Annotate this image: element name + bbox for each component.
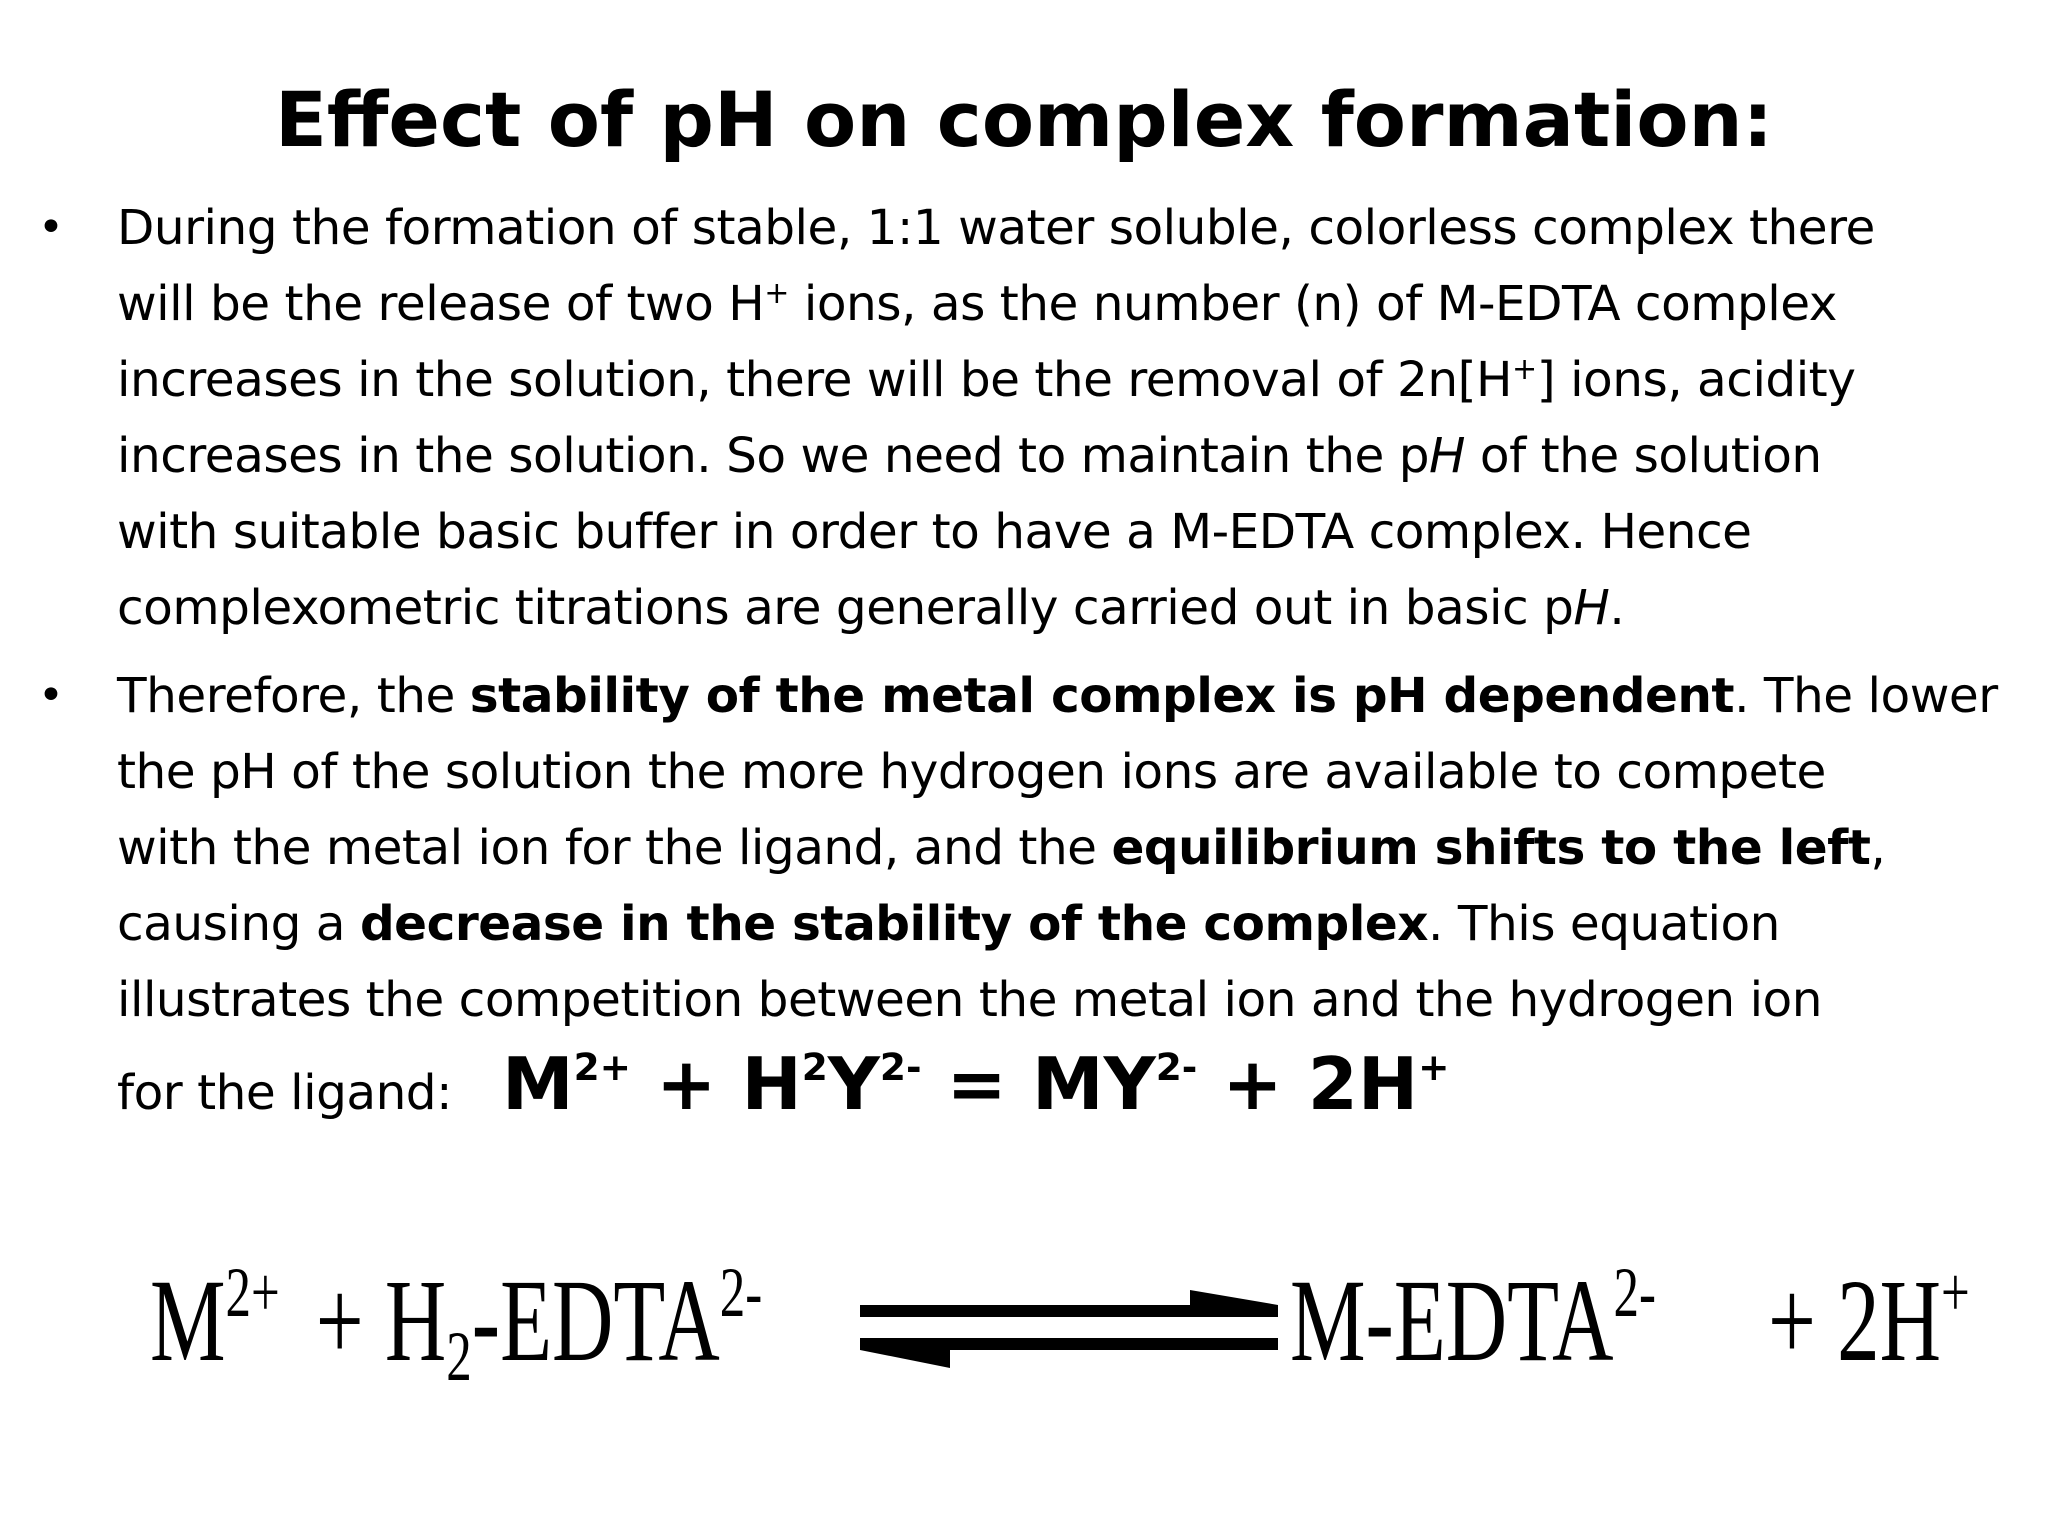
text-line: Therefore, the stability of the metal complex is pH dependent. The lower xyxy=(117,668,1998,724)
text-line: with suitable basic buffer in order to have a M-EDTA complex. Hence xyxy=(117,504,1752,560)
product-complex: $M-EDTA^{2-}$ xyxy=(1290,1254,1657,1386)
inline-equation: $M^{2+} + H^2Y^{2-} = MY^{2-} + 2H^+$ xyxy=(501,1042,1450,1126)
text-line: increases in the solution. So we need to maintain the pH of the solution xyxy=(117,428,1822,484)
text-line: causing a decrease in the stability of the complex. This equation xyxy=(117,896,1780,952)
text-line: for the ligand: $M^{2+} + H^2Y^{2-} = MY^{2-} + 2H^+$ xyxy=(117,1042,1450,1126)
text-line: complexometric titrations are generally carried out in basic pH. xyxy=(117,580,1625,636)
bullet-dot-icon: • xyxy=(38,202,64,253)
text-line: with the metal ion for the ligand, and the equilibrium shifts to the left, xyxy=(117,820,1886,876)
text-line: increases in the solution, there will be the removal of 2n[H+] ions, acidity xyxy=(117,351,1856,408)
text-line: illustrates the competition between the metal ion and the hydrogen ion xyxy=(117,972,1822,1028)
product-hydrogen: + 2H+ xyxy=(1768,1254,1970,1386)
text-line: will be the release of two H+ ions, as the number (n) of M-EDTA complex xyxy=(117,275,1837,332)
page-title: Effect of pH on complex formation: xyxy=(274,75,1774,164)
reactants: $M^{2+}$ + $H_2-EDTA^{2-}$ xyxy=(150,1254,763,1396)
equilibrium-arrow-icon xyxy=(850,1278,1290,1388)
text-line: During the formation of stable, 1:1 water soluble, colorless complex there xyxy=(117,200,1875,256)
bullet-dot-icon: • xyxy=(38,670,64,721)
text-line: the pH of the solution the more hydrogen ions are available to compete xyxy=(117,744,1826,800)
